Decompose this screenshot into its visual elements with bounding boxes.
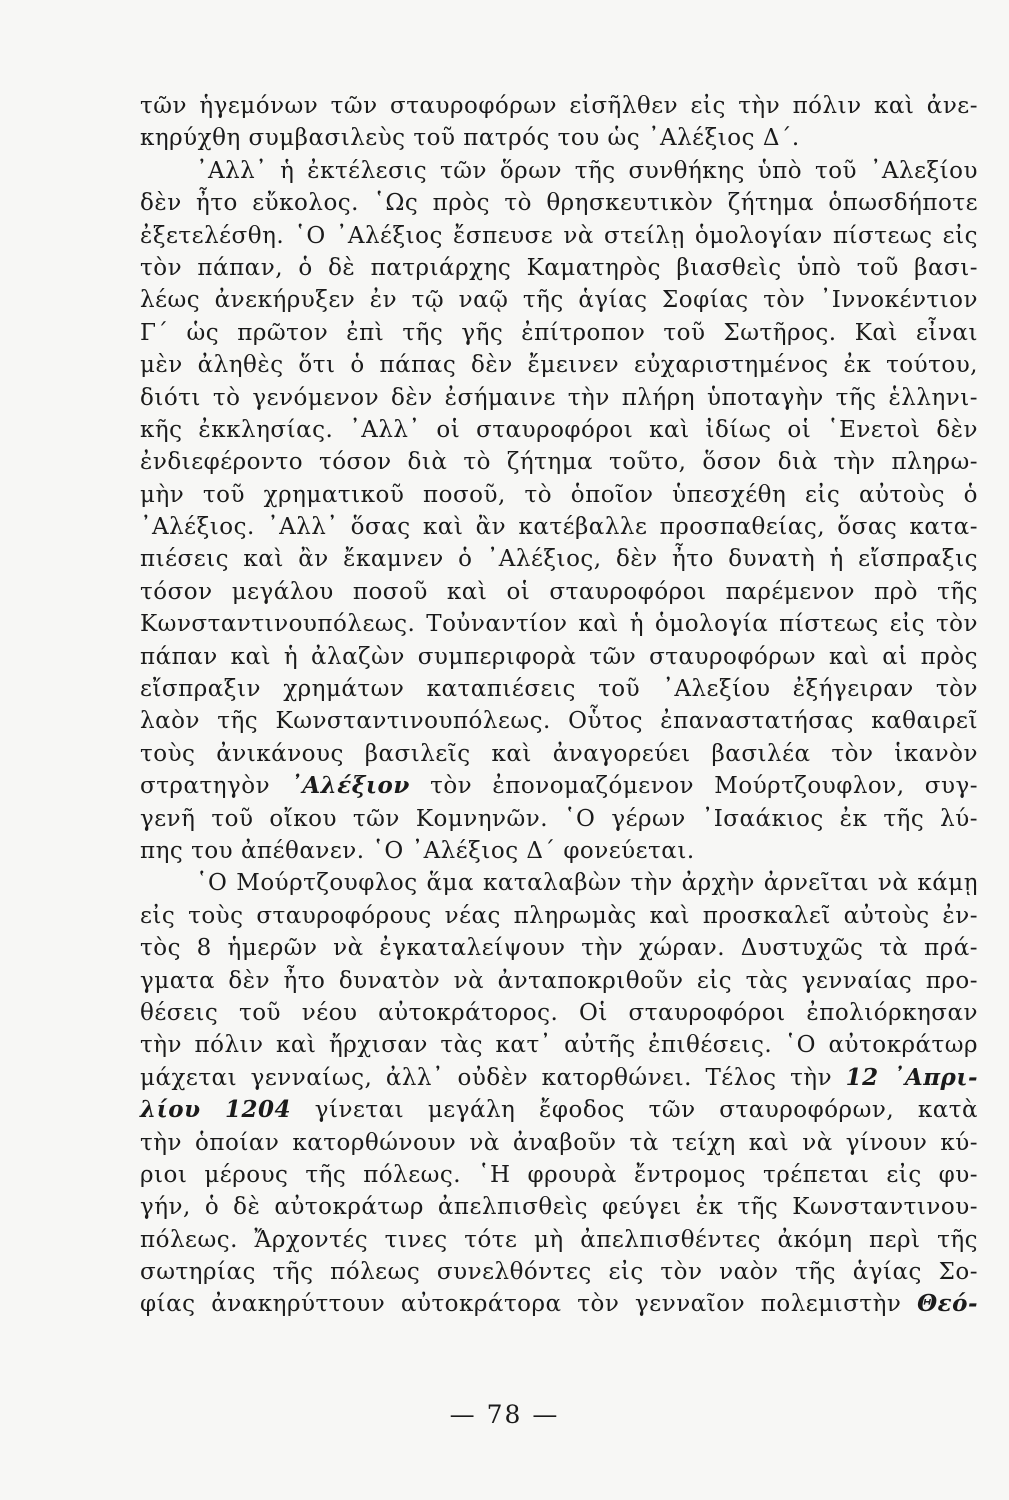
text-fragment: μάχεται γενναίως, ἀλλ᾿ οὐδὲν κατορθώνει. Τέλος τὴν: [140, 1064, 846, 1091]
text-line-mixed: [140, 1062, 978, 1094]
text-line: πάπαν καὶ ἡ ἀλαζὼν συμπεριφορὰ τῶν σταυροφόρων καὶ αἱ πρὸς: [140, 643, 978, 670]
text-line: εἰς τοὺς σταυροφόρους νέας πληρωμὰς καὶ προσκαλεῖ αὐτοὺς ἐν-: [140, 902, 978, 929]
text-line: τὸν πάπαν, ὁ δὲ πατριάρχης Καματηρὸς βιασθεὶς ὑπὸ τοῦ βασι-: [140, 254, 978, 281]
text-line: θέσεις τοῦ νέου αὐτοκράτορος. Οἱ σταυροφόροι ἐπολιόρκησαν: [140, 999, 978, 1026]
text-fragment: τὸν ἐπονομαζόμενον Μούρτζουφλον, συγ-: [409, 773, 978, 800]
text-line: λέως ἀνεκήρυξεν ἐν τῷ ναῷ τῆς ἁγίας Σοφίας τὸν ᾿Ιννοκέντιον: [140, 287, 978, 314]
text-line: γματα δὲν ἦτο δυνατὸν νὰ ἀνταποκριθοῦν εἰς τὰς γενναίας προ-: [140, 967, 978, 994]
bold-italic-date: 12 ᾿Απρι-: [845, 1063, 979, 1091]
text-line-mixed: [140, 1094, 978, 1126]
text-line: πιέσεις καὶ ἂν ἔκαμνεν ὁ ᾿Αλέξιος, δὲν ἦτο δυνατὴ ἡ εἴσπραξις: [140, 546, 978, 573]
text-line: πόλεως. Ἄρχοντές τινες τότε μὴ ἀπελπισθέντες ἀκόμη περὶ τῆς: [140, 1226, 978, 1253]
bold-italic-date: λίου 1204: [140, 1096, 291, 1124]
text-line: μὲν ἀληθὲς ὅτι ὁ πάπας δὲν ἔμεινεν εὐχαριστημένος ἐκ τούτου,: [140, 352, 978, 379]
text-line: κηρύχθη συμβασιλεὺς τοῦ πατρός του ὡς ᾿Αλέξιος Δ΄.: [140, 125, 800, 152]
text-line: ἐξετελέσθη. ῾Ο ᾿Αλέξιος ἔσπευσε νὰ στείλῃ ὁμολογίαν πίστεως εἰς: [140, 222, 978, 249]
text-line: Γ΄ ὡς πρῶτον ἐπὶ τῆς γῆς ἐπίτροπον τοῦ Σωτῆρος. Καὶ εἶναι: [140, 319, 978, 346]
text-line: λαὸν τῆς Κωνσταντινουπόλεως. Οὗτος ἐπαναστατήσας καθαιρεῖ: [140, 708, 978, 735]
text-line: ῾Ο Μούρτζουφλος ἅμα καταλαβὼν τὴν ἀρχὴν ἀρνεῖται νὰ κάμῃ: [196, 870, 978, 897]
text-line: κῆς ἐκκλησίας. ᾿Αλλ᾿ οἱ σταυροφόροι καὶ ἰδίως οἱ ῾Ενετοὶ δὲν: [140, 416, 978, 443]
text-line: δὲν ἦτο εὔκολος. ῾Ως πρὸς τὸ θρησκευτικὸν ζήτημα ὁπωσδήποτε: [140, 190, 978, 217]
text-line: τοὺς ἀνικάνους βασιλεῖς καὶ ἀναγορεύει βασιλέα τὸν ἱκανὸν: [140, 740, 978, 767]
text-line: τὴν πόλιν καὶ ἤρχισαν τὰς κατ᾿ αὐτῆς ἐπιθέσεις. ῾Ο αὐτοκράτωρ: [140, 1032, 978, 1059]
body-text: [140, 90, 978, 1321]
text-line: ἐνδιεφέροντο τόσον διὰ τὸ ζήτημα τοῦτο, ὅσον διὰ τὴν πληρω-: [140, 449, 978, 476]
text-line: τὴν ὁποίαν κατορθώνουν νὰ ἀναβοῦν τὰ τείχη καὶ νὰ γίνουν κύ-: [140, 1129, 978, 1156]
text-line: ριοι μέρους τῆς πόλεως. ῾Η φρουρὰ ἔντρομος τρέπεται εἰς φυ-: [140, 1161, 978, 1188]
text-line-mixed: [140, 1288, 978, 1320]
text-line: Κωνσταντινουπόλεως. Τοὐναντίον καὶ ἡ ὁμολογία πίστεως εἰς τὸν: [140, 611, 978, 638]
text-line: πης του ἀπέθανεν. ῾Ο ᾿Αλέξιος Δ΄ φονεύεται.: [140, 837, 695, 864]
text-line: τόσον μεγάλου ποσοῦ καὶ οἱ σταυροφόροι παρέμενον πρὸ τῆς: [140, 578, 978, 605]
page-number: — 78 —: [449, 1400, 560, 1429]
bold-italic-name: ᾿Αλέξιον: [290, 772, 410, 800]
bold-italic-name: Θεό-: [917, 1290, 978, 1318]
text-line: ᾿Αλλ᾿ ἡ ἐκτέλεσις τῶν ὅρων τῆς συνθήκης ὑπὸ τοῦ ᾿Αλεξίου: [196, 157, 978, 184]
text-line: μὴν τοῦ χρηματικοῦ ποσοῦ, τὸ ὁποῖον ὑπεσχέθη εἰς αὐτοὺς ὁ: [140, 481, 978, 508]
text-fragment: στρατηγὸν: [140, 773, 291, 800]
text-line: εἴσπραξιν χρημάτων καταπιέσεις τοῦ ᾿Αλεξίου ἐξήγειραν τὸν: [140, 676, 978, 703]
text-line: σωτηρίας τῆς πόλεως συνελθόντες εἰς τὸν ναὸν τῆς ἁγίας Σο-: [140, 1259, 978, 1286]
text-fragment: φίας ἀνακηρύττουν αὐτοκράτορα τὸν γενναῖον πολεμιστὴν: [140, 1291, 918, 1318]
text-line: γενῆ τοῦ οἴκου τῶν Κομνηνῶν. ῾Ο γέρων ᾿Ισαάκιος ἐκ τῆς λύ-: [140, 805, 978, 832]
text-line: ᾿Αλέξιος. ᾿Αλλ᾿ ὅσας καὶ ἂν κατέβαλλε προσπαθείας, ὅσας κατα-: [140, 514, 978, 541]
text-line: διότι τὸ γενόμενον δὲν ἐσήμαινε τὴν πλήρη ὑποταγὴν τῆς ἑλληνι-: [140, 384, 978, 411]
text-line: τὸς 8 ἡμερῶν νὰ ἐγκαταλείψουν τὴν χώραν. Δυστυχῶς τὰ πρά-: [140, 935, 978, 962]
text-line: τῶν ἡγεμόνων τῶν σταυροφόρων εἰσῆλθεν εἰς τὴν πόλιν καὶ ἀνε-: [140, 93, 978, 119]
text-fragment: γίνεται μεγάλη ἔφοδος τῶν σταυροφόρων, κατὰ: [290, 1097, 979, 1124]
text-line-mixed: [140, 770, 978, 802]
text-line: γήν, ὁ δὲ αὐτοκράτωρ ἀπελπισθεὶς φεύγει ἐκ τῆς Κωνσταντινου-: [140, 1194, 978, 1221]
